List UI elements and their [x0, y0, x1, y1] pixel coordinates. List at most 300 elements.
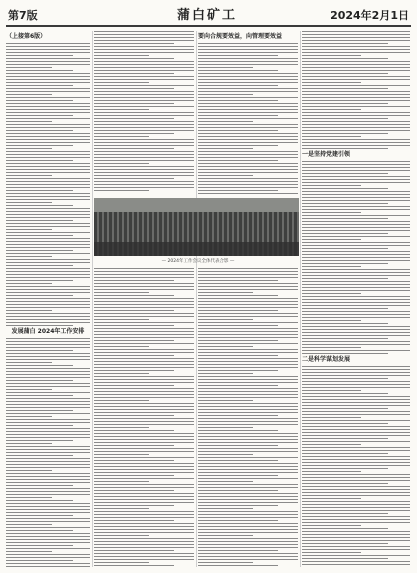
text-line [198, 475, 278, 476]
text-line [94, 34, 194, 35]
text-line [302, 142, 410, 143]
text-line [94, 421, 194, 422]
text-line [302, 106, 410, 107]
text-line [6, 109, 90, 110]
text-line [302, 344, 410, 345]
text-line [198, 280, 278, 281]
text-line [94, 145, 194, 146]
text-line [198, 340, 278, 341]
text-line [94, 358, 194, 359]
text-line [198, 283, 298, 284]
text-line [198, 388, 298, 389]
text-line [302, 221, 410, 222]
text-line [198, 55, 278, 56]
text-line [6, 175, 52, 176]
text-line [94, 523, 194, 524]
text-line [198, 190, 278, 191]
text-line [94, 409, 194, 410]
text-line [302, 185, 361, 186]
text-line [198, 346, 253, 347]
text-line [198, 370, 278, 371]
text-line [6, 268, 90, 269]
text-line [198, 433, 298, 434]
text-line [6, 121, 52, 122]
text-line [302, 393, 388, 394]
text-line [302, 206, 410, 207]
text-line [198, 109, 298, 110]
text-line [6, 139, 90, 140]
text-line [6, 431, 90, 432]
text-line [198, 334, 298, 335]
article-column-1 [6, 31, 90, 567]
text-line [94, 121, 194, 122]
text-line [198, 523, 298, 524]
text-line [302, 453, 388, 454]
text-line [302, 429, 410, 430]
text-line [302, 130, 410, 131]
text-line [94, 148, 174, 149]
text-line [94, 298, 194, 299]
text-line [6, 509, 90, 510]
text-line [198, 133, 298, 134]
text-line [94, 112, 194, 113]
text-line [6, 386, 90, 387]
text-line [302, 257, 410, 258]
text-line [6, 380, 73, 381]
text-line [302, 549, 410, 550]
text-line [6, 55, 73, 56]
text-line [302, 447, 410, 448]
text-line [198, 64, 298, 65]
text-line [302, 46, 410, 47]
text-line [198, 79, 298, 80]
text-line [302, 405, 410, 406]
text-line [198, 379, 298, 380]
text-line [198, 490, 278, 491]
text-line [94, 133, 174, 134]
text-line [198, 439, 298, 440]
text-line [94, 268, 194, 269]
text-line [6, 64, 90, 65]
text-line [198, 274, 298, 275]
text-line [6, 497, 52, 498]
text-line [94, 424, 194, 425]
text-line [198, 181, 298, 182]
text-line [6, 82, 90, 83]
text-line [6, 338, 90, 339]
text-line [6, 73, 90, 74]
text-line [198, 43, 298, 44]
text-line [302, 308, 388, 309]
text-line [302, 103, 388, 104]
text-line [302, 109, 361, 110]
text-line [6, 503, 90, 504]
text-line [302, 251, 410, 252]
text-line [94, 391, 194, 392]
text-line [198, 307, 298, 308]
text-line [302, 127, 410, 128]
text-line [94, 475, 174, 476]
text-line [94, 58, 174, 59]
text-line [302, 335, 410, 336]
text-line [6, 458, 90, 459]
text-line [6, 467, 90, 468]
text-line [302, 480, 410, 481]
text-line [6, 524, 52, 525]
text-line [6, 341, 90, 342]
text-line [198, 106, 298, 107]
text-line [198, 556, 298, 557]
text-line [198, 268, 298, 269]
text-line [198, 160, 278, 161]
masthead-title: 蒲白矿工 [177, 8, 238, 23]
text-line [198, 103, 298, 104]
text-line [94, 460, 174, 461]
text-line [94, 544, 194, 545]
text-line [94, 499, 194, 500]
text-line [198, 46, 298, 47]
text-line [198, 118, 298, 119]
text-line [94, 184, 194, 185]
text-line [6, 383, 90, 384]
text-line [94, 406, 194, 407]
text-line [302, 242, 410, 243]
text-line [302, 266, 361, 267]
text-line [198, 361, 298, 362]
text-line [302, 305, 410, 306]
text-line [198, 139, 298, 140]
text-line [198, 145, 278, 146]
text-line [6, 202, 52, 203]
text-line [94, 340, 174, 341]
text-line [94, 505, 174, 506]
text-line [198, 544, 298, 545]
text-line [6, 283, 52, 284]
text-line [302, 194, 410, 195]
text-line [94, 367, 194, 368]
text-line [302, 85, 410, 86]
text-line [94, 55, 149, 56]
text-line [6, 377, 90, 378]
text-line [94, 136, 149, 137]
text-line [6, 563, 90, 564]
text-line [6, 353, 90, 354]
text-line [198, 505, 278, 506]
text-line [6, 292, 90, 293]
text-line [198, 277, 298, 278]
text-line [302, 402, 410, 403]
text-line [198, 178, 298, 179]
text-line [198, 526, 298, 527]
text-line [302, 290, 410, 291]
text-line [6, 440, 73, 441]
text-line [94, 310, 174, 311]
text-line [6, 154, 90, 155]
text-line [302, 224, 410, 225]
body-text [302, 366, 410, 567]
text-line [94, 352, 194, 353]
text-line [198, 517, 298, 518]
body-text [198, 43, 298, 194]
photo-front-row [94, 242, 299, 256]
text-line [94, 562, 149, 563]
text-line [94, 280, 174, 281]
text-line [94, 70, 194, 71]
body-text [302, 161, 410, 354]
text-line [94, 493, 194, 494]
text-line [302, 239, 361, 240]
text-line [6, 94, 52, 95]
text-line [94, 385, 174, 386]
text-line [198, 166, 298, 167]
text-line [94, 328, 194, 329]
text-line [302, 381, 410, 382]
text-line [302, 507, 410, 508]
text-line [94, 463, 194, 464]
text-line [302, 179, 410, 180]
text-line [302, 372, 410, 373]
text-line [6, 530, 73, 531]
continuation-note: （上接第6版） [6, 33, 47, 40]
text-line [6, 404, 90, 405]
text-line [302, 67, 410, 68]
text-line [6, 289, 90, 290]
text-line [94, 466, 194, 467]
text-line [302, 338, 388, 339]
text-line [94, 541, 194, 542]
text-line [6, 241, 90, 242]
text-line [94, 502, 194, 503]
text-line [6, 425, 73, 426]
text-line [94, 490, 174, 491]
text-line [6, 193, 90, 194]
text-line [302, 384, 410, 385]
text-line [6, 262, 90, 263]
text-line [198, 337, 298, 338]
text-line [302, 420, 410, 421]
text-line [198, 343, 298, 344]
text-line [6, 310, 52, 311]
text-line [6, 344, 90, 345]
text-line [302, 519, 410, 520]
text-line [6, 79, 90, 80]
text-line [6, 566, 90, 567]
text-line [6, 455, 73, 456]
text-line [6, 253, 90, 254]
text-line [302, 82, 361, 83]
text-line [94, 526, 194, 527]
text-line [198, 88, 298, 89]
text-line [94, 373, 149, 374]
text-line [198, 292, 253, 293]
text-line [94, 448, 194, 449]
header-rule [6, 25, 411, 27]
text-line [94, 454, 149, 455]
text-line [94, 100, 194, 101]
text-line [94, 478, 194, 479]
text-line [94, 73, 174, 74]
text-line [94, 472, 194, 473]
text-line [302, 52, 410, 53]
text-line [302, 450, 410, 451]
text-line [302, 299, 410, 300]
text-line [94, 139, 194, 140]
text-line [302, 332, 410, 333]
text-line [302, 281, 410, 282]
text-line [94, 550, 174, 551]
text-line [302, 369, 410, 370]
text-line [302, 176, 410, 177]
text-line [6, 533, 90, 534]
text-line [94, 316, 194, 317]
text-line [198, 406, 298, 407]
text-line [302, 64, 410, 65]
text-line [94, 163, 149, 164]
text-line [6, 205, 73, 206]
text-line [6, 199, 90, 200]
text-line [198, 550, 278, 551]
body-text [198, 268, 298, 566]
text-line [198, 163, 298, 164]
text-line [6, 67, 52, 68]
text-line [302, 414, 410, 415]
text-line [198, 169, 298, 170]
text-line [6, 413, 90, 414]
article-column-3 [198, 31, 298, 195]
text-line [198, 193, 298, 194]
text-line [198, 511, 298, 512]
text-line [302, 112, 410, 113]
text-line [6, 61, 90, 62]
text-line [94, 49, 194, 50]
text-line [6, 52, 90, 53]
text-line [198, 553, 298, 554]
text-line [302, 483, 388, 484]
text-line [6, 211, 90, 212]
text-line [302, 387, 410, 388]
text-line [6, 434, 90, 435]
text-line [94, 109, 149, 110]
text-line [6, 313, 90, 314]
text-line [6, 359, 90, 360]
text-line [302, 139, 410, 140]
text-line [302, 486, 410, 487]
text-line [198, 184, 298, 185]
article-column-2-lower [94, 268, 194, 567]
text-line [94, 535, 149, 536]
text-line [198, 532, 298, 533]
text-line [302, 248, 388, 249]
text-line [198, 136, 298, 137]
text-line [94, 538, 194, 539]
text-line [94, 331, 194, 332]
text-line [198, 76, 298, 77]
text-line [6, 491, 90, 492]
text-line [6, 422, 90, 423]
text-line [198, 349, 298, 350]
body-text [94, 31, 194, 191]
text-line [6, 118, 90, 119]
text-line [6, 473, 90, 474]
text-line [94, 178, 174, 179]
text-line [94, 394, 194, 395]
text-line [6, 365, 73, 366]
text-line [6, 416, 52, 417]
text-line [94, 169, 194, 170]
text-line [94, 451, 194, 452]
text-line [6, 214, 90, 215]
text-line [6, 557, 90, 558]
text-line [94, 397, 194, 398]
text-line [6, 506, 90, 507]
text-line [6, 401, 90, 402]
text-line [302, 378, 388, 379]
text-line [6, 58, 90, 59]
text-line [6, 542, 90, 543]
text-line [6, 443, 52, 444]
text-line [302, 543, 388, 544]
text-line [6, 374, 90, 375]
text-line [6, 181, 90, 182]
text-line [6, 103, 90, 104]
text-line [6, 190, 73, 191]
text-line [6, 106, 90, 107]
text-line [94, 127, 194, 128]
text-line [302, 133, 388, 134]
text-line [6, 163, 90, 164]
text-line [302, 498, 361, 499]
text-line [198, 52, 298, 53]
text-line [6, 244, 90, 245]
text-line [94, 481, 149, 482]
text-line [302, 182, 410, 183]
text-line [6, 238, 90, 239]
text-line [302, 284, 410, 285]
column-divider [300, 31, 301, 567]
text-line [94, 508, 149, 509]
text-line [94, 487, 194, 488]
text-line [198, 418, 298, 419]
text-line [198, 382, 298, 383]
text-line [94, 142, 194, 143]
page-header [6, 4, 411, 24]
text-line [198, 97, 298, 98]
body-text [6, 338, 90, 567]
text-line [6, 184, 90, 185]
text-line [198, 493, 298, 494]
text-line [94, 37, 194, 38]
text-line [94, 61, 194, 62]
text-line [6, 301, 90, 302]
text-line [198, 400, 253, 401]
text-line [198, 397, 298, 398]
text-line [94, 520, 174, 521]
text-line [302, 218, 388, 219]
text-line [6, 560, 73, 561]
text-line [6, 217, 90, 218]
text-line [302, 465, 410, 466]
text-line [302, 432, 410, 433]
text-line [94, 484, 194, 485]
text-line [198, 124, 298, 125]
group-photo [94, 198, 299, 256]
text-line [94, 349, 194, 350]
text-line [6, 127, 90, 128]
text-line [198, 466, 298, 467]
text-line [6, 172, 90, 173]
text-line [6, 304, 90, 305]
text-line [94, 556, 194, 557]
